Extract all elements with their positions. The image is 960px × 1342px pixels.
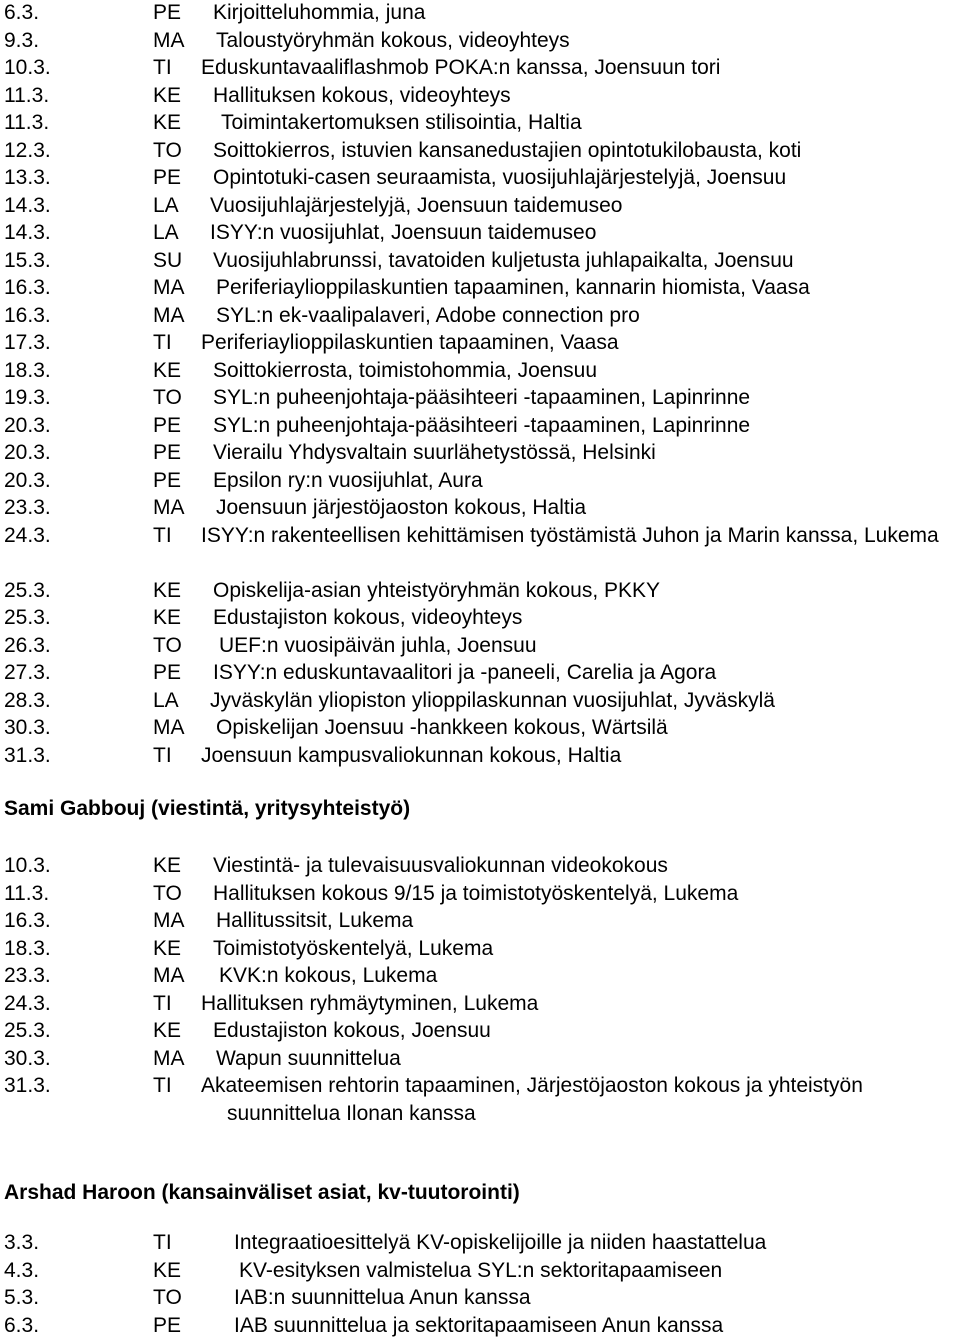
entry-date: 13.3. <box>4 166 51 189</box>
entry-weekday: PE <box>153 661 182 684</box>
entry-weekday: TI <box>153 1231 172 1254</box>
entry-weekday: TI <box>153 523 172 547</box>
entry-text: UEF:n vuosipäivän juhla, Joensuu <box>219 633 537 657</box>
entry-text: Akateemisen rehtorin tapaaminen, Järjestöjaoston kokous ja yhteistyön suunnittelua Ilonan kanssa <box>201 1074 863 1125</box>
entry-date: 14.3. <box>4 193 51 217</box>
list-item <box>0 137 960 165</box>
entry-date: 20.3. <box>4 413 51 437</box>
entry-weekday: PE <box>153 413 182 437</box>
entry-date: 16.3. <box>4 303 51 327</box>
entry-text: ISYY:n eduskuntavaalitori ja -paneeli, Carelia ja Agora <box>213 661 717 684</box>
entry-weekday: MA <box>153 303 185 327</box>
entry-text: Edustajiston kokous, Joensuu <box>213 1019 491 1042</box>
entry-text: ISYY:n vuosijuhlat, Joensuun taidemuseo <box>210 221 597 244</box>
list-item <box>0 880 960 908</box>
list-item <box>0 357 960 385</box>
entry-weekday: KE <box>153 358 182 382</box>
entry-text: Opiskelijan Joensuu -hankkeen kokous, Wärtsilä <box>216 716 668 739</box>
list-item <box>0 1229 960 1257</box>
entry-text: Periferiaylioppilaskuntien tapaaminen, kannarin hiomista, Vaasa <box>216 276 810 299</box>
entry-date: 16.3. <box>4 276 51 299</box>
entry-text: ISYY:n rakenteellisen kehittämisen työstämistä Juhon ja Marin kanssa, Lukema <box>201 523 939 547</box>
entry-date: 19.3. <box>4 386 51 409</box>
entry-weekday: LA <box>153 221 179 244</box>
entry-text: SYL:n ek-vaalipalaveri, Adobe connection pro <box>216 303 640 327</box>
entry-date: 10.3. <box>4 56 51 79</box>
entry-weekday: KE <box>153 83 182 107</box>
list-item <box>0 1045 960 1073</box>
entry-weekday: MA <box>153 909 185 932</box>
entry-date: 4.3. <box>4 1258 40 1282</box>
activity-list-2 <box>0 852 960 1127</box>
entry-weekday: MA <box>153 276 185 299</box>
list-item <box>0 714 960 742</box>
entry-date: 20.3. <box>4 468 51 492</box>
entry-text: Hallituksen ryhmäytyminen, Lukema <box>201 991 539 1015</box>
entry-weekday: KE <box>153 854 182 877</box>
entry-date: 10.3. <box>4 854 51 877</box>
list-item <box>0 852 960 880</box>
entry-text: Toimintakertomuksen stilisointia, Haltia <box>221 111 582 134</box>
entry-weekday: TO <box>153 633 182 657</box>
entry-date: 12.3. <box>4 138 51 162</box>
entry-text: Hallitussitsit, Lukema <box>216 909 414 932</box>
entry-date: 18.3. <box>4 358 51 382</box>
list-item <box>0 742 960 770</box>
entry-weekday: TI <box>153 743 172 767</box>
entry-date: 11.3. <box>4 83 50 107</box>
list-item <box>0 27 960 55</box>
list-item <box>0 274 960 302</box>
entry-weekday: MA <box>153 28 185 52</box>
entry-text: Periferiaylioppilaskuntien tapaaminen, Vaasa <box>201 331 619 354</box>
list-item <box>0 604 960 632</box>
entry-weekday: MA <box>153 716 185 739</box>
list-item <box>0 384 960 412</box>
entry-weekday: TO <box>153 138 182 162</box>
entry-weekday: MA <box>153 1046 185 1070</box>
entry-weekday: LA <box>153 193 179 217</box>
entry-text: SYL:n puheenjohtaja-pääsihteeri -tapaaminen, Lapinrinne <box>213 386 751 409</box>
entry-date: 31.3. <box>4 743 51 767</box>
entry-weekday: PE <box>153 1 182 24</box>
entry-text: Integraatioesittelyä KV-opiskelijoille ja niiden haastattelua <box>234 1231 767 1254</box>
list-item <box>0 439 960 467</box>
list-item <box>0 82 960 110</box>
entry-date: 15.3. <box>4 248 51 272</box>
entry-date: 9.3. <box>4 28 40 52</box>
list-item <box>0 412 960 440</box>
entry-weekday: MA <box>153 496 185 519</box>
list-item <box>0 522 960 577</box>
entry-text: Joensuun järjestöjaoston kokous, Haltia <box>216 496 587 519</box>
entry-date: 11.3. <box>4 881 50 905</box>
list-item <box>0 192 960 220</box>
entry-date: 25.3. <box>4 578 51 602</box>
entry-text: Hallituksen kokous, videoyhteys <box>213 83 511 107</box>
entry-weekday: TO <box>153 1286 182 1309</box>
entry-weekday: SU <box>153 248 183 272</box>
list-item <box>0 329 960 357</box>
entry-date: 30.3. <box>4 716 51 739</box>
entry-date: 30.3. <box>4 1046 51 1070</box>
list-item <box>0 109 960 137</box>
entry-text: Soittokierrosta, toimistohommia, Joensuu <box>213 358 597 382</box>
entry-date: 6.3. <box>4 1313 40 1337</box>
entry-weekday: PE <box>153 468 182 492</box>
entry-text: Taloustyöryhmän kokous, videoyhteys <box>216 28 570 52</box>
list-item <box>0 632 960 660</box>
entry-text: Viestintä- ja tulevaisuusvaliokunnan videokokous <box>213 854 668 877</box>
list-item <box>0 302 960 330</box>
entry-date: 18.3. <box>4 936 51 960</box>
list-item <box>0 962 960 990</box>
entry-weekday: PE <box>153 1313 182 1337</box>
entry-date: 23.3. <box>4 964 51 987</box>
list-item <box>0 577 960 605</box>
entry-text: Eduskuntavaaliflashmob POKA:n kanssa, Joensuun tori <box>201 56 721 79</box>
entry-date: 25.3. <box>4 606 51 629</box>
entry-weekday: LA <box>153 688 179 712</box>
entry-weekday: KE <box>153 1258 182 1282</box>
entry-weekday: KE <box>153 111 182 134</box>
entry-text: Soittokierros, istuvien kansanedustajien opintotukilobausta, koti <box>213 138 802 162</box>
entry-text: Opintotuki-casen seuraamista, vuosijuhlajärjestelyjä, Joensuu <box>213 166 787 189</box>
entry-weekday: MA <box>153 964 185 987</box>
entry-weekday: TI <box>153 56 172 79</box>
entry-text: Toimistotyöskentelyä, Lukema <box>213 936 494 960</box>
entry-text: Epsilon ry:n vuosijuhlat, Aura <box>213 468 483 492</box>
entry-date: 11.3. <box>4 111 50 134</box>
entry-weekday: TI <box>153 331 172 354</box>
list-item <box>0 1312 960 1340</box>
entry-date: 24.3. <box>4 523 51 547</box>
entry-text: Wapun suunnittelua <box>216 1046 401 1070</box>
entry-text: Hallituksen kokous 9/15 ja toimistotyöskentelyä, Lukema <box>213 881 739 905</box>
entry-date: 16.3. <box>4 909 51 932</box>
entry-text: Vuosijuhlabrunssi, tavatoiden kuljetusta juhlapaikalta, Joensuu <box>213 248 794 272</box>
entry-date: 17.3. <box>4 331 51 354</box>
entry-date: 24.3. <box>4 991 51 1015</box>
entry-text: Vierailu Yhdysvaltain suurlähetystössä, Helsinki <box>213 441 656 464</box>
entry-date: 25.3. <box>4 1019 51 1042</box>
entry-weekday: KE <box>153 936 182 960</box>
entry-date: 31.3. <box>4 1074 51 1097</box>
entry-text: IAB suunnittelua ja sektoritapaamiseen Anun kanssa <box>234 1313 724 1337</box>
entry-text: Opiskelija-asian yhteistyöryhmän kokous, PKKY <box>213 578 661 602</box>
list-item <box>0 935 960 963</box>
list-item <box>0 219 960 247</box>
entry-weekday: KE <box>153 606 182 629</box>
entry-date: 3.3. <box>4 1231 40 1254</box>
list-item <box>0 467 960 495</box>
list-item <box>0 1017 960 1045</box>
list-item <box>0 990 960 1018</box>
list-item <box>0 659 960 687</box>
entry-date: 5.3. <box>4 1286 40 1309</box>
list-item <box>0 494 960 522</box>
entry-weekday: TI <box>153 991 172 1015</box>
section-heading-arshad-haroon: Arshad Haroon (kansainväliset asiat, kv-tuutorointi) <box>4 1181 520 1204</box>
list-item <box>0 1072 960 1127</box>
entry-weekday: KE <box>153 578 182 602</box>
entry-date: 27.3. <box>4 661 51 684</box>
entry-weekday: TO <box>153 881 182 905</box>
list-item <box>0 907 960 935</box>
entry-date: 20.3. <box>4 441 51 464</box>
list-item <box>0 164 960 192</box>
list-item <box>0 687 960 715</box>
entry-text: Edustajiston kokous, videoyhteys <box>213 606 523 629</box>
entry-text: Kirjoitteluhommia, juna <box>213 1 426 24</box>
entry-weekday: TI <box>153 1074 172 1097</box>
entry-date: 26.3. <box>4 633 51 657</box>
entry-date: 14.3. <box>4 221 51 244</box>
entry-text: KV-esityksen valmistelua SYL:n sektoritapaamiseen <box>239 1258 723 1282</box>
entry-weekday: PE <box>153 441 182 464</box>
entry-weekday: TO <box>153 386 182 409</box>
entry-date: 28.3. <box>4 688 51 712</box>
activity-list-3 <box>0 1229 960 1339</box>
entry-text: KVK:n kokous, Lukema <box>219 964 438 987</box>
entry-text: Jyväskylän yliopiston ylioppilaskunnan vuosijuhlat, Jyväskylä <box>210 688 775 712</box>
entry-text: Vuosijuhlajärjestelyjä, Joensuun taidemuseo <box>210 193 623 217</box>
list-item <box>0 1284 960 1312</box>
list-item <box>0 247 960 275</box>
section-heading-sami-gabbouj: Sami Gabbouj (viestintä, yritysyhteistyö) <box>4 797 411 820</box>
entry-weekday: PE <box>153 166 182 189</box>
entry-weekday: KE <box>153 1019 182 1042</box>
entry-date: 6.3. <box>4 1 40 24</box>
entry-text: Joensuun kampusvaliokunnan kokous, Haltia <box>201 743 622 767</box>
entry-text: SYL:n puheenjohtaja-pääsihteeri -tapaaminen, Lapinrinne <box>213 413 751 437</box>
entry-text: IAB:n suunnittelua Anun kanssa <box>234 1286 531 1309</box>
entry-date: 23.3. <box>4 496 51 519</box>
list-item <box>0 54 960 82</box>
list-item <box>0 1257 960 1285</box>
list-item <box>0 0 960 27</box>
